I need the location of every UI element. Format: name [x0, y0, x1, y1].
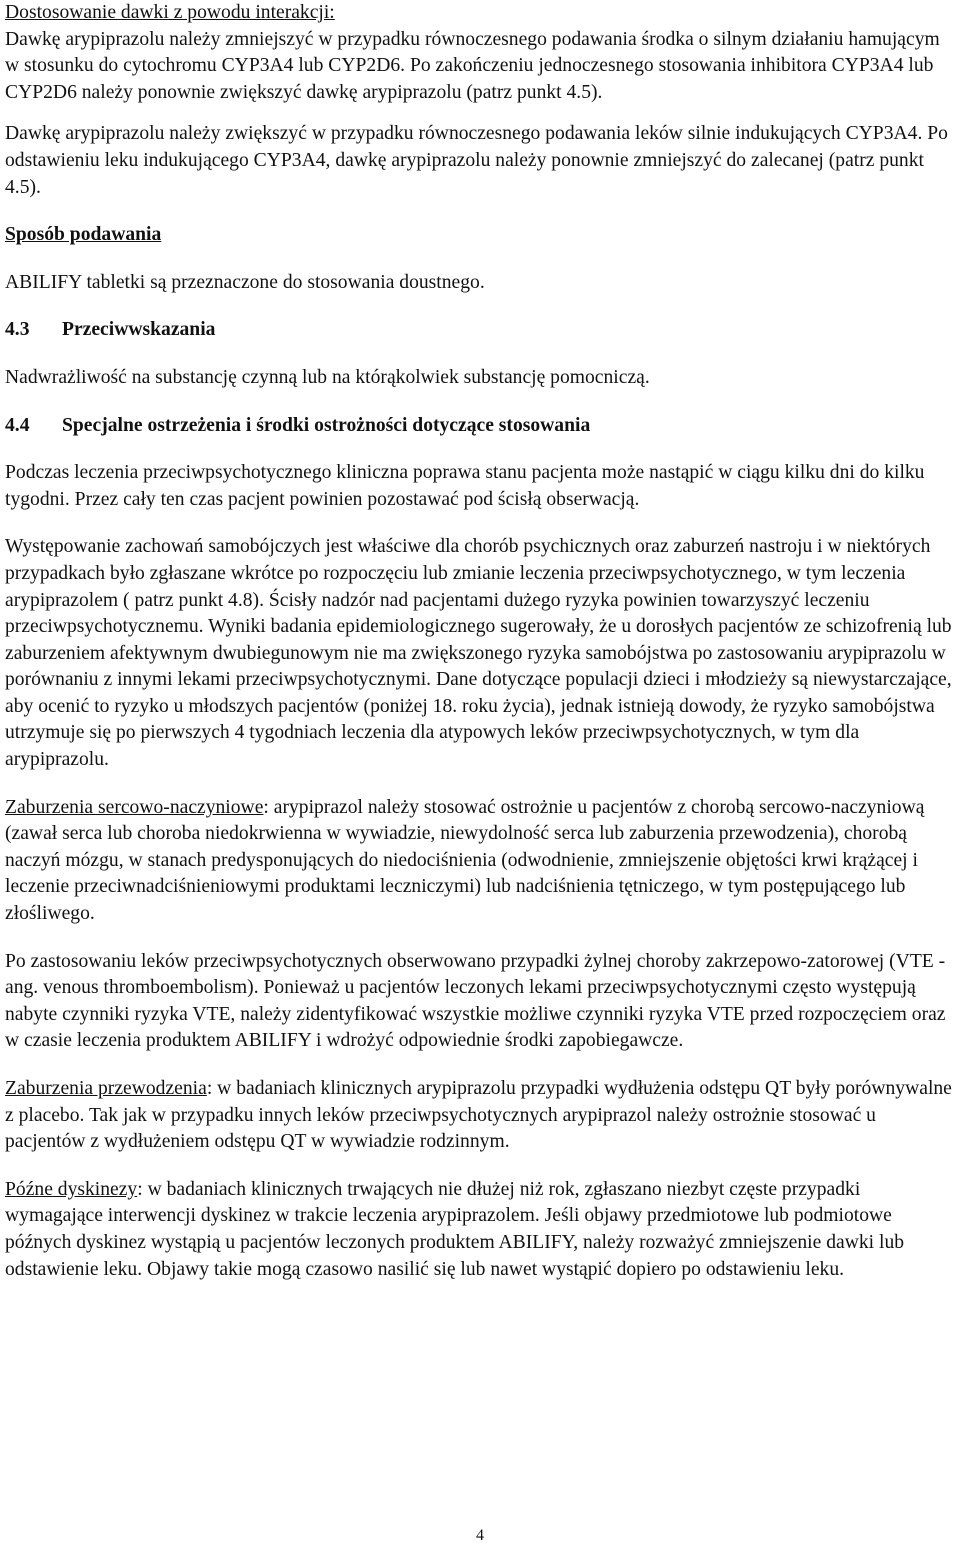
section-number: 4.4: [5, 414, 30, 436]
administration-paragraph: ABILIFY tabletki są przeznaczone do stosowania doustnego.: [5, 271, 485, 293]
tardive-dyskinesia-text: : w badaniach klinicznych trwających nie dłużej niż rok, zgłaszano niezbyt częste przypadki wymagające interwencji dyskinez w trakcie leczenia arypiprazolem. Jeśli objawy przedmiotowe lub podmiotowe późnych dyskinez wystąpią u pacjentów leczonych produktem ABILIFY, należy rozważyć zmniejszenie dawki lub odstawienie leku. Objawy takie mogą czasowo nasilić się lub nawet wystąpić dopiero po odstawieniu leku.: [5, 1178, 905, 1280]
interactions-title: Dostosowanie dawki z powodu interakcji:: [5, 2, 335, 23]
document-page: [5, 0, 957, 1283]
conduction-text: : w badaniach klinicznych arypiprazolu przypadki wydłużenia odstępu QT były porównywalne z placebo. Tak jak w przypadku innych leków przeciwpsychotycznych arypiprazol należy ostrożnie stosować u pacjentów z wydłużeniem odstępu QT w wywiadzie rodzinnym.: [5, 1078, 952, 1153]
tardive-dyskinesia-paragraph: [5, 1177, 957, 1283]
section-title: Przeciwwskazania: [62, 319, 216, 341]
cardiovascular-paragraph: [5, 795, 957, 928]
cardiovascular-text: : arypiprazol należy stosować ostrożnie u pacjentów z chorobą sercowo-naczyniową (zawał serca lub choroba niedokrwienna w wywiadzie, niewydolność serca lub zaburzenia przewodzenia), chorobą naczyń mózgu, w stanach predysponujących do niedociśnienia (odwodnienie, zmniejszenie objętości krwi krążącej i leczenie przeciwnadciśnieniowymi produktami leczniczymi) lub nadciśnienia tętniczego, w tym postępującego lub złośliwego.: [5, 796, 925, 925]
warnings-paragraph-1: Podczas leczenia przeciwpsychotycznego kliniczna poprawa stanu pacjenta może nastąpić w ciągu kilku dni do kilku tygodni. Przez cały ten czas pacjent powinien pozostawać pod ścisłą obserwacją.: [5, 462, 925, 510]
section-4-4-heading: [5, 413, 957, 440]
conduction-label: Zaburzenia przewodzenia: [5, 1078, 207, 1099]
cardiovascular-label: Zaburzenia sercowo-naczyniowe: [5, 796, 264, 818]
administration-title: Sposób podawania: [5, 224, 162, 246]
vte-paragraph: Po zastosowaniu leków przeciwpsychotycznych obserwowano przypadki żylnej choroby zakrzepowo-zatorowej (VTE - ang. venous thromboembolism). Ponieważ u pacjentów leczonych lekami przeciwpsychotycznymi często występują nabyte czynniki ryzyka VTE, należy zidentyfikować wszystkie możliwe czynniki ryzyka VTE przed rozpoczęciem oraz w czasie leczenia produktem ABILIFY i wdrożyć odpowiednie środki zapobiegawcze.: [5, 950, 946, 1052]
section-title: Specjalne ostrzeżenia i środki ostrożności dotyczące stosowania: [62, 414, 591, 436]
contraindications-paragraph: Nadwrażliwość na substancję czynną lub na którąkolwiek substancję pomocniczą.: [5, 366, 650, 388]
section-4-3-heading: [5, 317, 957, 344]
section-number: 4.3: [5, 319, 30, 341]
tardive-dyskinesia-label: Późne dyskinezy: [5, 1178, 138, 1200]
page-number: 4: [476, 1527, 484, 1544]
interactions-paragraph-1: Dawkę arypiprazolu należy zmniejszyć w przypadku równoczesnego podawania środka o silnym działaniu hamującym w stosunku do cytochromu CYP3A4 lub CYP2D6. Po zakończeniu jednoczesnego stosowania inhibitora CYP3A4 lub CYP2D6 należy ponownie zwiększyć dawkę arypiprazolu (patrz punkt 4.5).: [5, 28, 940, 103]
interactions-paragraph-2: Dawkę arypiprazolu należy zwiększyć w przypadku równoczesnego podawania leków silnie indukujących CYP3A4. Po odstawieniu leku indukującego CYP3A4, dawkę arypiprazolu należy ponownie zmniejszyć do zalecanej (patrz punkt 4.5).: [5, 123, 948, 198]
suicidality-paragraph: Występowanie zachowań samobójczych jest właściwe dla chorób psychicznych oraz zaburzeń nastroju i w niektórych przypadkach było zgłaszane wkrótce po rozpoczęciu lub zmianie leczenia przeciwpsychotycznego, w tym leczenia arypiprazolem ( patrz punkt 4.8). Ścisły nadzór nad pacjentami dużego ryzyka powinien towarzyszyć leczeniu przeciwpsychotycznemu. Wyniki badania epidemiologicznego sugerowały, że u dorosłych pacjentów ze schizofrenią lub zaburzeniem afektywnym dwubiegunowym nie ma zwiększonego ryzyka samobójstwa po zastosowaniu arypiprazolu w porównaniu z innymi lekami przeciwpsychotycznymi. Dane dotyczące populacji dzieci i młodzieży są niewystarczające, aby ocenić to ryzyko u młodszych pacjentów (poniżej 18. roku życia), jednak istnieją dowody, że ryzyko samobójstwa utrzymuje się po pierwszych 4 tygodniach leczenia dla atypowych leków przeciwpsychotycznych, w tym dla arypiprazolu.: [5, 536, 952, 771]
conduction-paragraph: [5, 1076, 957, 1156]
